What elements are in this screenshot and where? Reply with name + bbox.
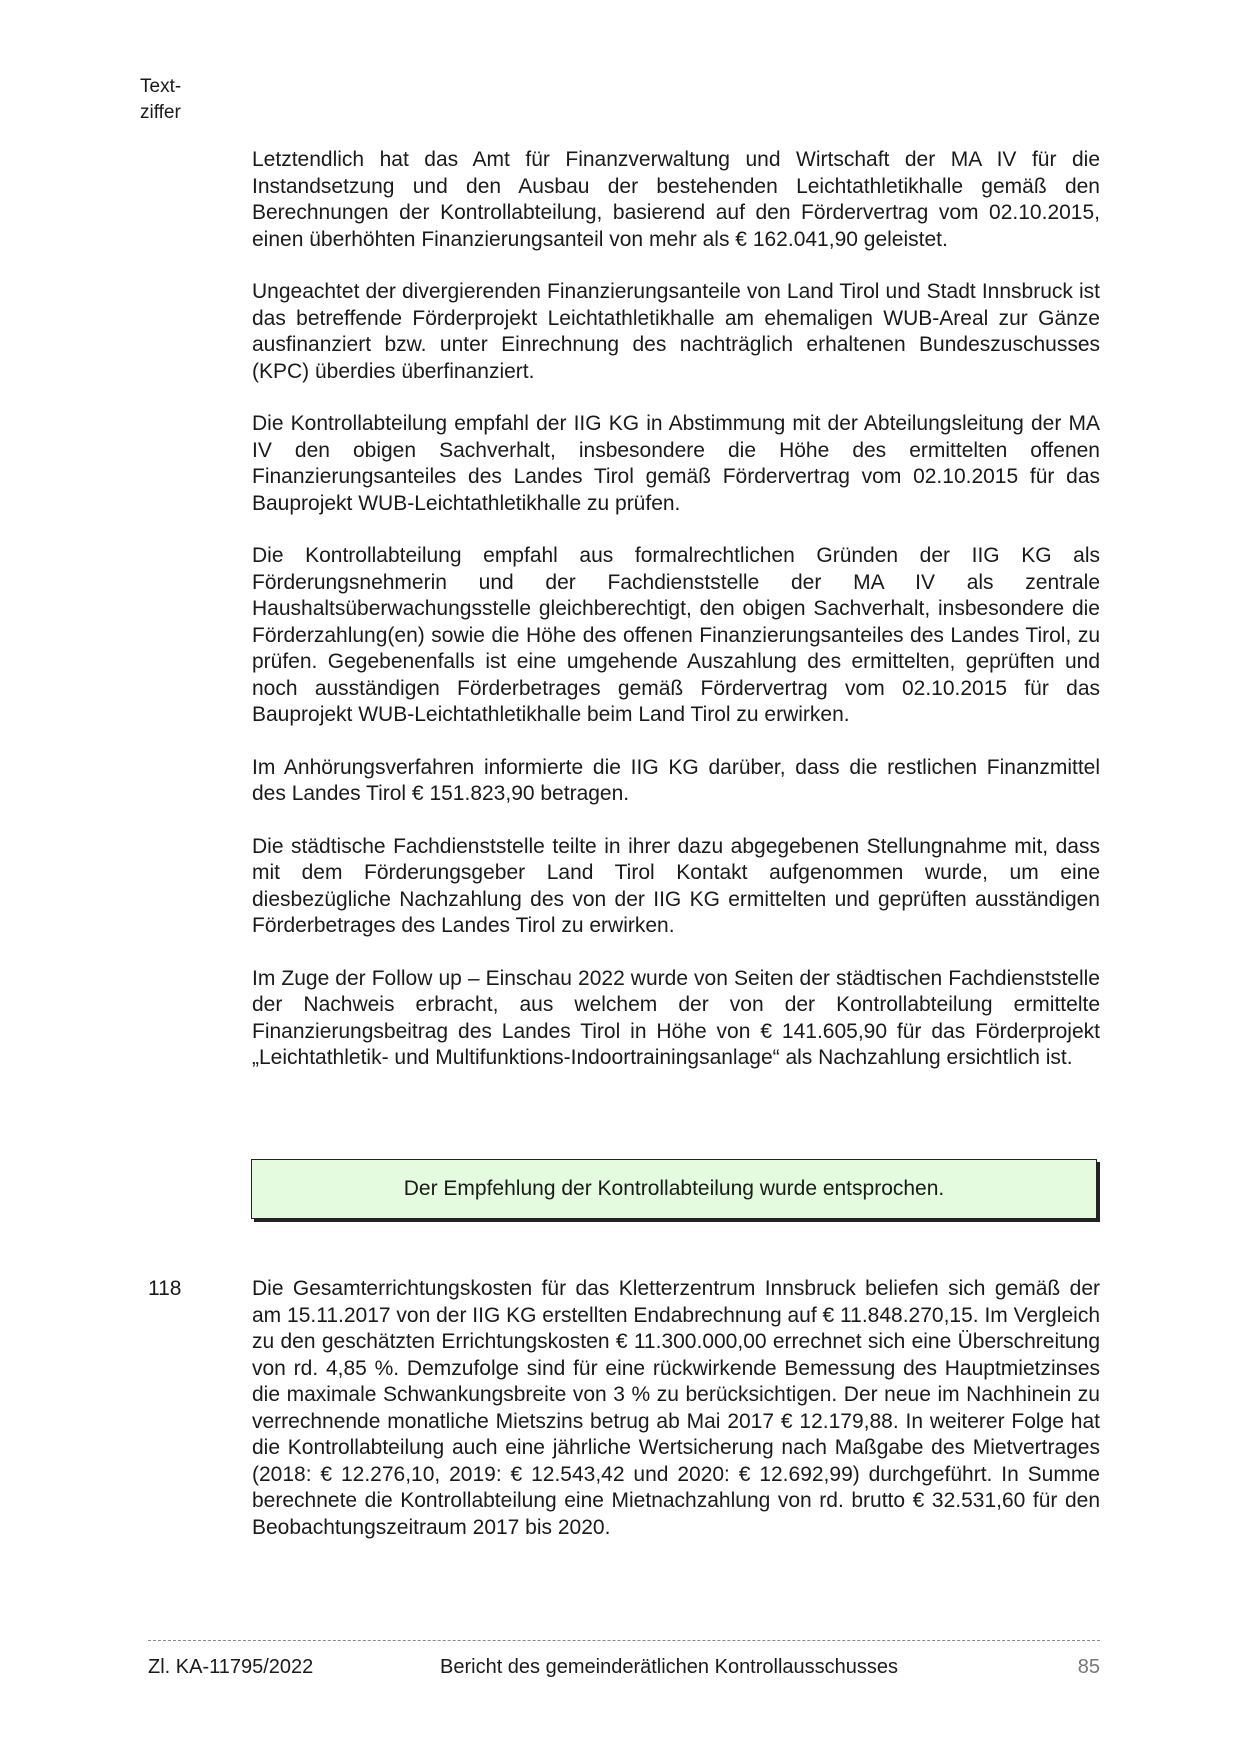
main-content [252,147,1100,1072]
page-number: 85 [1077,1656,1100,1678]
recommendation-status-text: Der Empfehlung der Kontrollabteilung wurde entsprochen. [403,1177,945,1200]
paragraph: Die städtische Fachdienststelle teilte in ihrer dazu abgegebenen Stellungnahme mit, dass mit dem Förderungsgeber Land Tirol Kontakt aufgenommen wurde, um eine diesbezügliche Nachzahlung des von der IIG KG ermittelten und geprüften ausständigen Förderbetrages des Landes Tirol zu erwirken. [252,834,1100,937]
paragraph: Die Kontrollabteilung empfahl aus formalrechtlichen Gründen der IIG KG als Förderungsnehmerin und der Fachdienststelle der MA IV als zentrale Haushaltsüberwachungsstelle gleichberechtigt, den obigen Sachverhalt, insbesondere die Förderzahlung(en) sowie die Höhe des offenen Finanzierungsanteiles des Landes Tirol, zu prüfen. Gegebenenfalls ist eine umgehende Auszahlung des ermittelten, geprüften und noch ausständigen Förderbetrages gemäß Fördervertrag vom 02.10.2015 für das Bauprojekt WUB-Leichtathletikhalle beim Land Tirol zu erwirken. [252,544,1100,726]
paragraph: Die Kontrollabteilung empfahl der IIG KG in Abstimmung mit der Abteilungsleitung der MA IV den obigen Sachverhalt, insbesondere die Höhe des ermittelten offenen Finanzierungsanteiles des Landes Tirol gemäß Fördervertrag vom 02.10.2015 für das Bauprojekt WUB-Leichtathletikhalle zu prüfen. [252,412,1100,515]
footer-divider [148,1640,1100,1641]
margin-label-textziffer [140,74,220,126]
footer-title: Bericht des gemeinderätlichen Kontrollausschusses [440,1656,899,1678]
margin-label-text: Text- ziffer [140,76,182,123]
section-text: Die Gesamterrichtungskosten für das Kletterzentrum Innsbruck beliefen sich gemäß der am 15.11.2017 von der IIG KG erstellten Endabrechnung auf € 11.848.270,15. Im Vergleich zu den geschätzten Errichtungskosten € 11.300.000,00 errechnet sich eine Überschreitung von rd. 4,85 %. Demzufolge sind für eine rückwirkende Bemessung des Hauptmietzinses die maximale Schwankungsbreite von 3 % zu berücksichtigen. Der neue im Nachhinein zu verrechnende monatliche Mietszins betrug ab Mai 2017 € 12.179,88. In weiterer Folge hat die Kontrollabteilung auch eine jährliche Wertsicherung nach Maßgabe des Mietvertrages (2018: € 12.276,10, 2019: € 12.543,42 und 2020: € 12.692,99) durchgeführt. In Summe berechnete die Kontrollabteilung eine Mietnachzahlung von rd. brutto € 32.531,60 für den Beobachtungszeitraum 2017 bis 2020. [252,1277,1100,1539]
recommendation-status-box [251,1159,1097,1219]
paragraph: Letztendlich hat das Amt für Finanzverwaltung und Wirtschaft der MA IV für die Instandsetzung und den Ausbau der bestehenden Leichtathletikhalle gemäß den Berechnungen der Kontrollabteilung, basierend auf den Fördervertrag vom 02.10.2015, einen überhöhten Finanzierungsanteil von mehr als € 162.041,90 geleistet. [252,148,1100,251]
paragraph: Ungeachtet der divergierenden Finanzierungsanteile von Land Tirol und Stadt Innsbruck ist das betreffende Förderprojekt Leichtathletikhalle am ehemaligen WUB-Areal zur Gänze ausfinanziert bzw. unter Einrechnung des nachträglich erhaltenen Bundeszuschusses (KPC) überdies überfinanziert. [252,280,1100,383]
section-number: 118 [148,1277,182,1300]
paragraph: Im Anhörungsverfahren informierte die IIG KG darüber, dass die restlichen Finanzmittel des Landes Tirol € 151.823,90 betragen. [252,755,1100,805]
footer-reference: Zl. KA-11795/2022 [148,1656,314,1678]
page-footer [148,1656,1100,1686]
paragraph: Im Zuge der Follow up – Einschau 2022 wurde von Seiten der städtischen Fachdienststelle der Nachweis erbracht, aus welchem der von der Kontrollabteilung ermittelte Finanzierungsbeitrag des Landes Tirol in Höhe von € 141.605,90 für das Förderprojekt „Leichtathletik- und Multifunktions-Indoortrainingsanlage“ als Nachzahlung ersichtlich ist. [252,966,1100,1069]
